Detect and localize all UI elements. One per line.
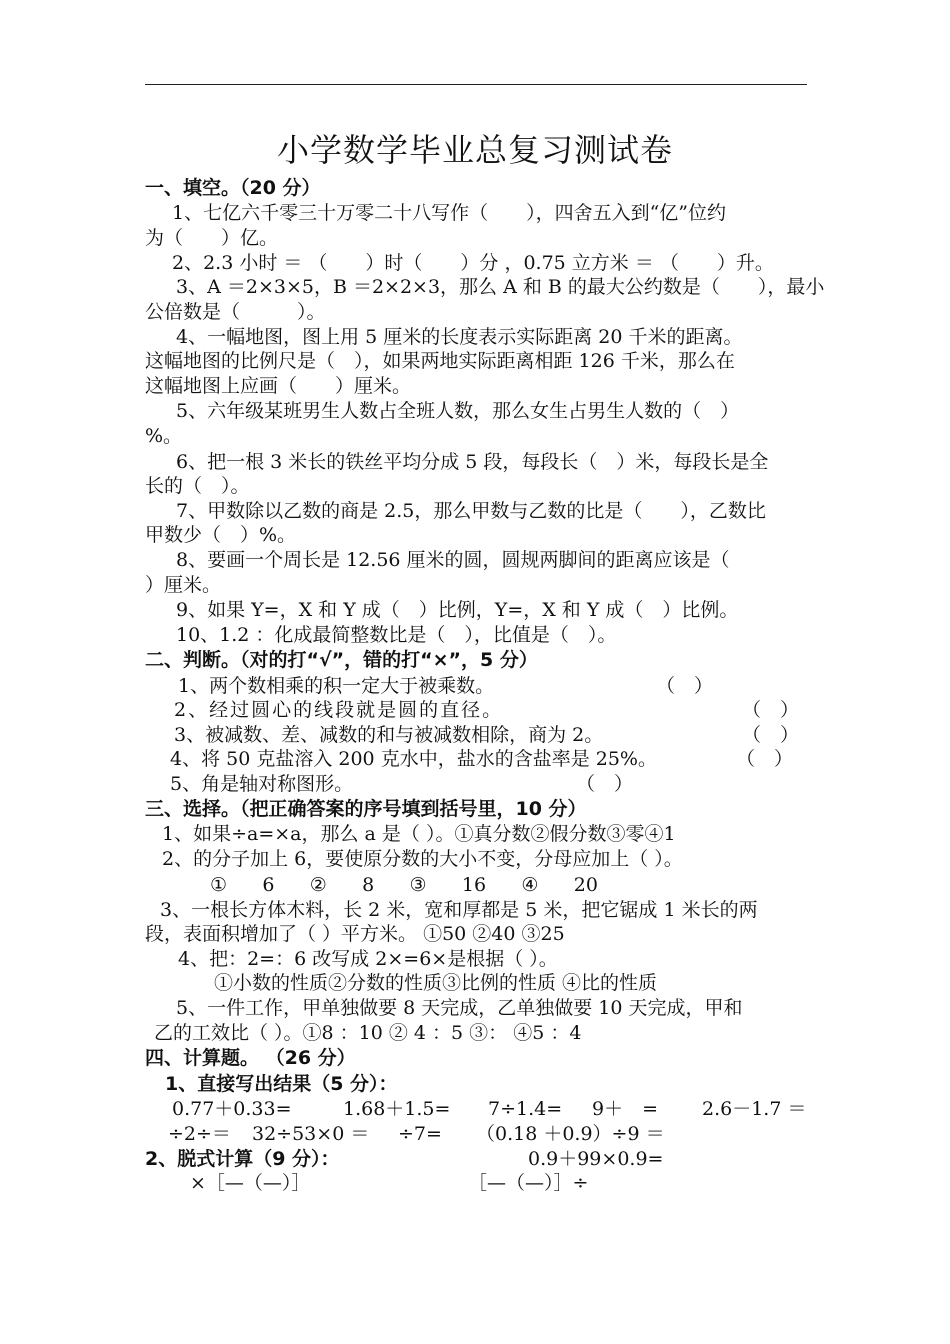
judge-answer-paren-1: （ ） [656,675,714,697]
page-title: 小学数学毕业总复习测试卷 [276,131,673,169]
option-value: 6 [262,874,275,896]
question-1-line-1: 1、七亿六千零三十万零二十八写作（ ），四舍五入到“亿”位约 [172,202,727,224]
judge-answer-paren-4: （ ） [736,748,794,770]
section-heading-calculation: 四、计算题。 （26 分） [145,1047,356,1069]
subheading-step-calculation: 2、脱式计算（9 分）： [145,1148,340,1170]
judge-item-5: 5、角是轴对称图形。 [170,773,354,795]
question-9: 9、如果 Y=，X 和 Y 成（ ）比例，Y=，X 和 Y 成（ ）比例。 [176,599,739,621]
choice-question-3-line-1: 3、一根长方体木料，长 2 米，宽和厚都是 5 米，把它锯成 1 米长的两 [160,899,758,921]
calc-cell: 9＋ = [592,1098,659,1120]
question-3-line-2: 公倍数是（ ）。 [145,301,326,323]
choice-question-2: 2、的分子加上 6，要使原分数的大小不变，分母应加上（ ）。 [162,848,683,870]
question-3-line-1: 3、A ＝2×3×5，B ＝2×2×3，那么 A 和 B 的最大公约数是（ ），最小 [176,276,825,298]
question-2: 2、2.3 小时 ＝ （ ）时（ ）分 ，0.75 立方米 ＝ （ ）升。 [172,252,774,274]
question-4-line-2: 这幅地图的比例尺是（ ），如果两地实际距离相距 126 千米，那么在 [145,350,735,372]
calc-cell: 7÷1.4= [488,1098,563,1120]
option-value: 16 [461,874,487,896]
judge-answer-paren-2: （ ） [742,699,800,721]
option-marker: ③ [409,874,427,896]
choice-question-1: 1、如果÷a=×a，那么 a 是（ ）。①真分数②假分数③零④1 [162,823,676,845]
calc-cell: 2.6－1.7 ＝ [702,1098,807,1120]
judge-item-1: 1、两个数相乘的积一定大于被乘数。 [178,675,495,697]
choice-question-4: 4、把：2=：6 改写成 2×=6×是根据（ ）。 [178,948,558,970]
option-marker: ④ [521,874,539,896]
question-8-line-1: 8、要画一个周长是 12.56 厘米的圆，圆规两脚间的距离应该是（ [176,549,730,571]
calc-expression: ×［—（—）］ [190,1172,311,1194]
calc-cell: （0.18 ＋0.9）÷9 ＝ [476,1123,665,1145]
question-8-line-2: ）厘米。 [145,574,222,596]
calc-cell: ÷2÷＝ [168,1123,231,1145]
question-10: 10、1.2 ：化成最简整数比是（ ），比值是（ ）。 [176,624,617,646]
calc-expression: ［—（—）］÷ [468,1172,589,1194]
choice-question-3-line-2: 段，表面积增加了（ ）平方米。 ①50 ②40 ③25 [145,923,565,945]
judge-item-4: 4、将 50 克盐溶入 200 克水中，盐水的含盐率是 25%。 [170,748,657,770]
choice-question-5-line-2: 乙的工效比（ ）。①8 ：10 ② 4 ：5 ③： ④5 ：4 [154,1022,582,1044]
calc-expression: 0.9＋99×0.9= [528,1148,664,1170]
option-value: 8 [362,874,375,896]
option-marker: ② [309,874,327,896]
calc-cell: 32÷53×0 ＝ [252,1123,370,1145]
question-4-line-3: 这幅地图上应画（ ）厘米。 [145,375,412,397]
option-marker: ① [210,874,228,896]
subheading-direct-results: 1、直接写出结果（5 分）： [165,1073,398,1095]
judge-answer-paren-3: （ ） [742,724,800,746]
question-6-line-1: 6、把一根 3 米长的铁丝平均分成 5 段，每段长（ ）米，每段长是全 [176,451,769,473]
judge-item-3: 3、被减数、差、减数的和与被减数相除，商为 2。 [174,724,604,746]
question-4-line-1: 4、一幅地图，图上用 5 厘米的长度表示实际距离 20 千米的距离。 [176,326,743,348]
choice-question-5-line-1: 5、一件工作，甲单独做要 8 天完成，乙单独做要 10 天完成，甲和 [176,997,743,1019]
option-value: 20 [573,874,598,896]
calc-cell: 1.68＋1.5= [343,1098,451,1120]
judge-answer-paren-5: （ ） [576,773,634,795]
question-1-line-2: 为（ ）亿。 [145,227,279,249]
choice-question-2-options [210,873,598,897]
question-7-line-2: 甲数少（ ）%。 [145,524,297,546]
section-heading-choice: 三、选择。（把正确答案的序号填到括号里，10 分） [145,798,587,820]
top-rule [145,84,807,85]
question-6-line-2: 长的（ ）。 [145,475,250,497]
choice-question-4-options: ①小数的性质②分数的性质③比例的性质 ④比的性质 [214,972,658,994]
calc-cell: ÷7= [398,1123,442,1145]
calc-cell: 0.77＋0.33= [172,1098,292,1120]
question-5-line-2: %。 [145,425,183,447]
judge-item-2: 2、经过圆心的线段就是圆的直径。 [174,699,504,721]
question-7-line-1: 7、甲数除以乙数的商是 2.5，那么甲数与乙数的比是（ ），乙数比 [176,500,766,522]
section-heading-true-false: 二、判断。（对的打“√”，错的打“×”，5 分） [145,649,538,671]
question-5-line-1: 5、六年级某班男生人数占全班人数，那么女生占男生人数的（ ） [176,400,740,422]
section-heading-fill-blank: 一、填空。（20 分） [145,177,321,199]
